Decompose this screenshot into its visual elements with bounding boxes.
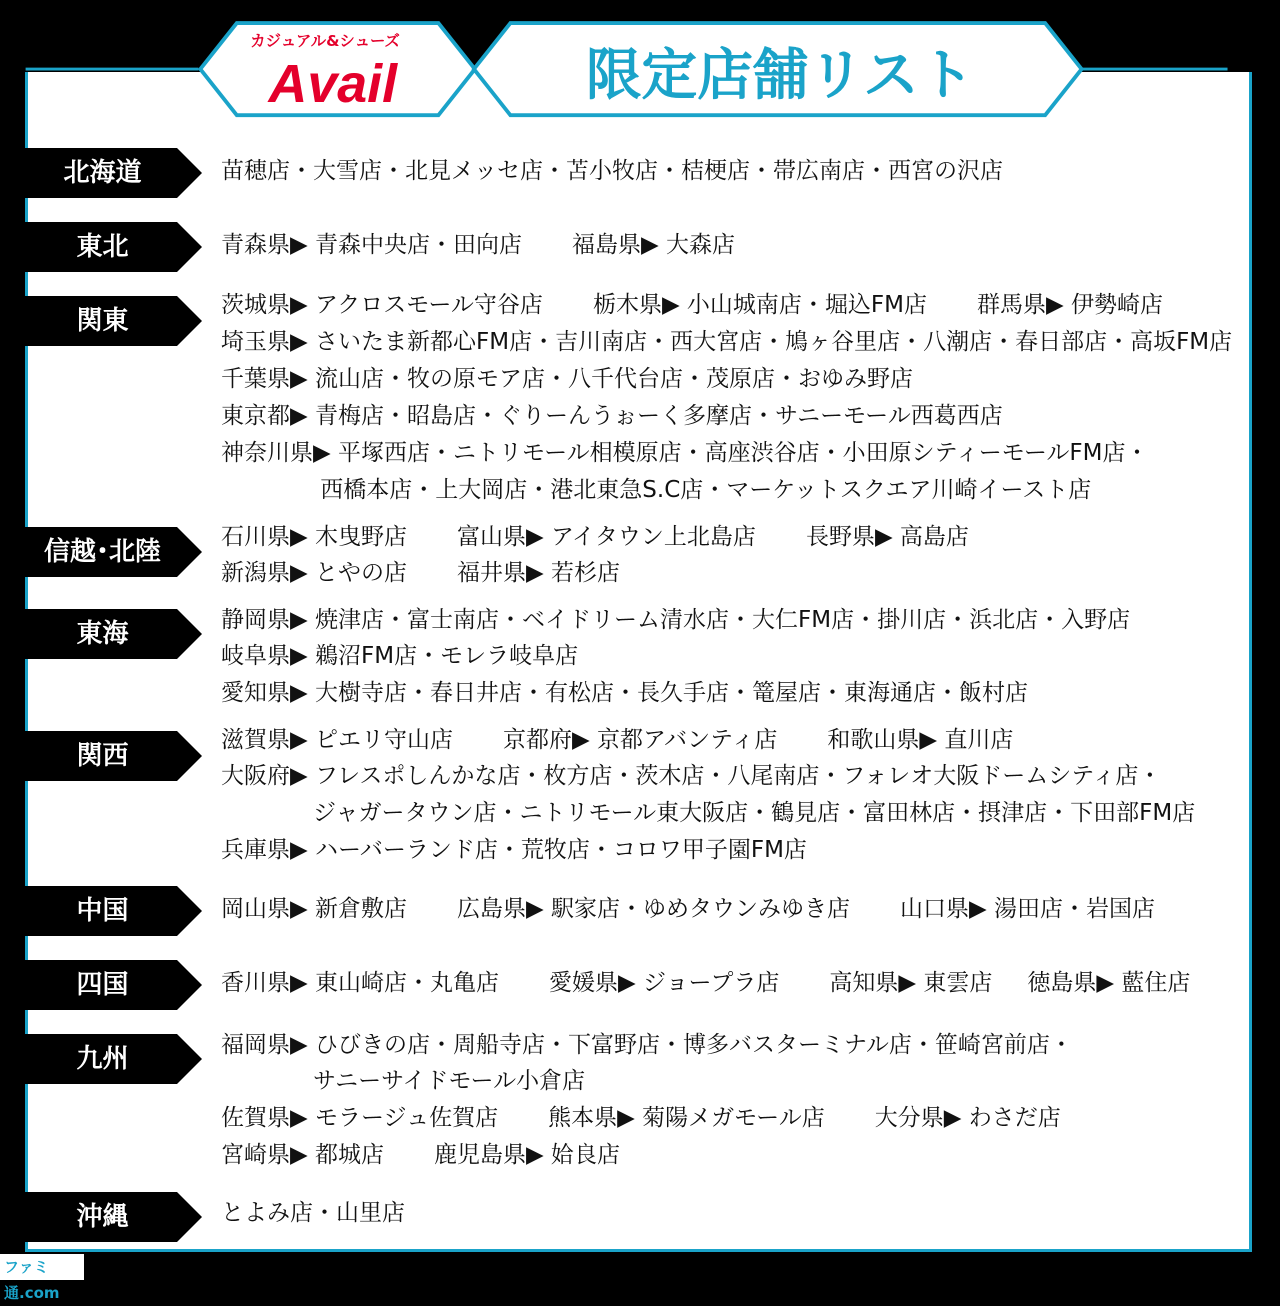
region-label: 信越･北陸 <box>43 537 161 567</box>
store-line <box>221 522 969 552</box>
store-entry: 栃木県▶ 小山城南店・堀込FM店 <box>592 292 928 318</box>
store-entry: 佐賀県▶ モラージュ佐賀店 <box>221 1105 499 1131</box>
store-line <box>221 835 807 865</box>
region-label: 四国 <box>76 970 129 1000</box>
store-line <box>221 761 1161 791</box>
logo-text: Avail <box>268 53 398 114</box>
store-entry: 大分県▶ わさだ店 <box>874 1105 1061 1131</box>
store-entry: 千葉県▶ 流山店・牧の原モア店・八千代台店・茂原店・おゆみ野店 <box>221 366 913 392</box>
store-line <box>221 1140 620 1170</box>
header <box>0 0 1280 120</box>
store-entry: 兵庫県▶ ハーバーランド店・荒牧店・コロワ甲子園FM店 <box>221 837 807 863</box>
store-entry: 西橋本店・上大岡店・港北東急S.C店・マーケットスクエア川崎イースト店 <box>221 477 1092 503</box>
store-entry: 鹿児島県▶ 姶良店 <box>434 1142 620 1168</box>
store-entry: 石川県▶ 木曳野店 <box>221 524 407 550</box>
region-label: 九州 <box>76 1044 129 1074</box>
store-entry: 群馬県▶ 伊勢崎店 <box>977 292 1164 318</box>
store-entry: 大阪府▶ フレスポしんかな店・枚方店・茨木店・八尾南店・フォレオ大阪ドームシティ店・ <box>221 763 1162 789</box>
store-line <box>221 327 1232 357</box>
store-entry: 茨城県▶ アクロスモール守谷店 <box>221 292 543 318</box>
store-line <box>221 401 1003 431</box>
store-entry: 愛知県▶ 大樹寺店・春日井店・有松店・長久手店・篭屋店・東海通店・飯村店 <box>221 680 1028 706</box>
store-line <box>221 641 578 671</box>
store-line <box>221 558 620 588</box>
store-entry: 岡山県▶ 新倉敷店 <box>221 896 407 922</box>
store-entry: 神奈川県▶ 平塚西店・ニトリモール相模原店・高座渋谷店・小田原シティーモールFM店・ <box>221 440 1149 466</box>
store-entry: 愛媛県▶ ジョープラ店 <box>549 970 780 996</box>
store-entry: 京都府▶ 京都アバンティ店 <box>503 727 778 753</box>
store-line <box>221 725 1013 755</box>
store-entry: 東京都▶ 青梅店・昭島店・ぐりーんうぉーく多摩店・サニーモール西葛西店 <box>221 403 1003 429</box>
store-entry: 徳島県▶ 藍住店 <box>1027 970 1191 996</box>
store-entry: 和歌山県▶ 直川店 <box>827 727 1014 753</box>
store-entry: 静岡県▶ 焼津店・富士南店・ベイドリーム清水店・大仁FM店・掛川店・浜北店・入野店 <box>221 607 1131 633</box>
store-entry: サニーサイドモール小倉店 <box>221 1068 586 1094</box>
store-entry: 福岡県▶ ひびきの店・周船寺店・下富野店・博多バスターミナル店・笹崎宮前店・ <box>221 1032 1073 1058</box>
region-label: 東海 <box>76 619 129 649</box>
store-line <box>221 475 1091 505</box>
store-line <box>221 1030 1073 1060</box>
store-entry: 香川県▶ 東山崎店・丸亀店 <box>221 970 499 996</box>
store-line <box>221 894 1155 924</box>
store-line <box>221 438 1148 468</box>
region-label: 沖縄 <box>76 1202 129 1232</box>
store-line <box>221 156 1003 186</box>
store-entry: 岐阜県▶ 鵜沼FM店・モレラ岐阜店 <box>221 643 579 669</box>
store-line <box>221 1103 1061 1133</box>
page-title: 限定店舗リスト <box>585 43 975 109</box>
store-line <box>221 290 1163 320</box>
store-entry: 苗穂店・大雪店・北見メッセ店・苫小牧店・桔梗店・帯広南店・西宮の沢店 <box>221 158 1003 184</box>
store-line <box>221 1066 585 1096</box>
store-entry: ジャガータウン店・ニトリモール東大阪店・鶴見店・富田林店・摂津店・下田部FM店 <box>221 800 1196 826</box>
store-line <box>221 230 735 260</box>
logo-subtitle: カジュアル&シューズ <box>250 32 400 51</box>
store-line <box>221 968 1190 998</box>
store-entry: 富山県▶ アイタウン上北島店 <box>457 524 756 550</box>
store-entry: 埼玉県▶ さいたま新都心FM店・吉川南店・西大宮店・鳩ヶ谷里店・八潮店・春日部店・高坂FM店 <box>221 329 1233 355</box>
store-entry: 福井県▶ 若杉店 <box>457 560 620 586</box>
store-line <box>221 678 1028 708</box>
store-entry: 広島県▶ 駅家店・ゆめタウンみゆき店 <box>457 896 850 922</box>
store-line <box>221 364 913 394</box>
region-label: 関西 <box>76 741 129 771</box>
store-entry: 宮崎県▶ 都城店 <box>221 1142 384 1168</box>
store-entry: とよみ店・山里店 <box>221 1200 405 1226</box>
store-entry: 新潟県▶ とやの店 <box>221 560 407 586</box>
store-entry: 長野県▶ 高島店 <box>805 524 969 550</box>
store-entry: 青森県▶ 青森中央店・田向店 <box>221 232 522 258</box>
store-line <box>221 1198 405 1228</box>
region-label: 中国 <box>76 896 129 926</box>
store-entry: 山口県▶ 湯田店・岩国店 <box>900 896 1155 922</box>
region-label: 関東 <box>76 306 129 336</box>
region-label: 東北 <box>76 232 129 262</box>
store-entry: 滋賀県▶ ピエリ守山店 <box>221 727 453 753</box>
store-line <box>221 798 1195 828</box>
region-label: 北海道 <box>63 158 142 188</box>
store-line <box>221 605 1130 635</box>
store-entry: 熊本県▶ 菊陽メガモール店 <box>548 1105 825 1131</box>
store-entry: 高知県▶ 東雲店 <box>829 970 993 996</box>
store-entry: 福島県▶ 大森店 <box>572 232 735 258</box>
watermark: ファミ通.com <box>0 1254 84 1280</box>
